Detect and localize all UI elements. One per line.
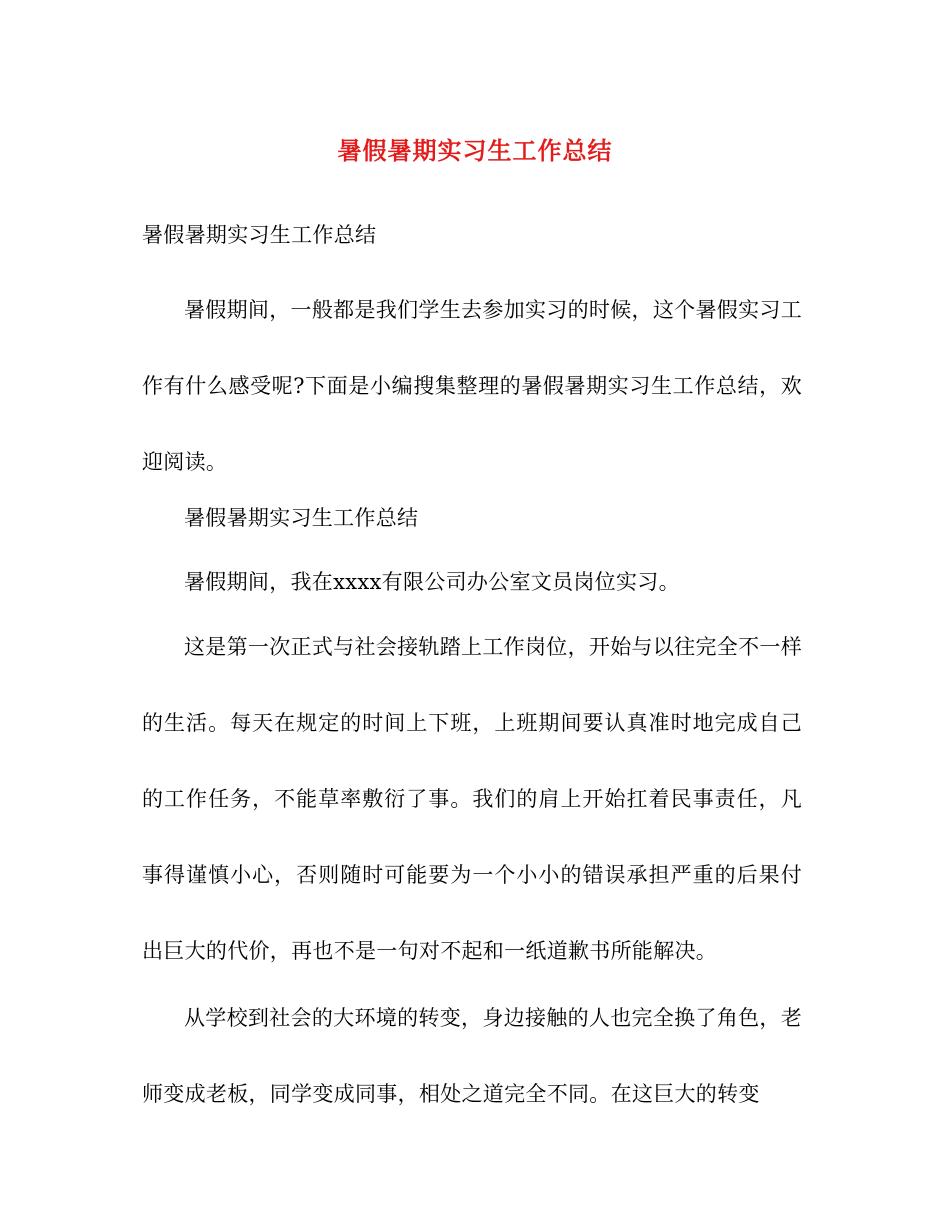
document-title: 暑假暑期实习生工作总结 <box>337 136 613 165</box>
paragraph: 暑假期间，我在xxxx有限公司办公室文员岗位实习。 <box>184 570 680 594</box>
document-body <box>142 214 802 1132</box>
paragraph: 暑假暑期实习生工作总结 <box>142 223 377 247</box>
paragraph: 从学校到社会的大环境的转变，身边接触的人也完全换了角色，老师变成老板，同学变成同事，相处之道完全不同。在这巨大的转变 <box>142 1006 802 1106</box>
paragraph: 暑假期间，一般都是我们学生去参加实习的时候，这个暑假实习工作有什么感受呢?下面是小编搜集整理的暑假暑期实习生工作总结，欢迎阅读。 <box>142 298 802 474</box>
paragraph: 这是第一次正式与社会接轨踏上工作岗位，开始与以往完全不一样的生活。每天在规定的时间上下班，上班期间要认真准时地完成自己的工作任务，不能草率敷衍了事。我们的肩上开始扛着民事责任，凡事得谨慎小心，否则随时可能要为一个小小的错误承担严重的后果付出巨大的代价，再也不是一句对不起和一纸道歉书所能解决。 <box>142 635 802 963</box>
paragraph: 暑假暑期实习生工作总结 <box>184 506 419 530</box>
